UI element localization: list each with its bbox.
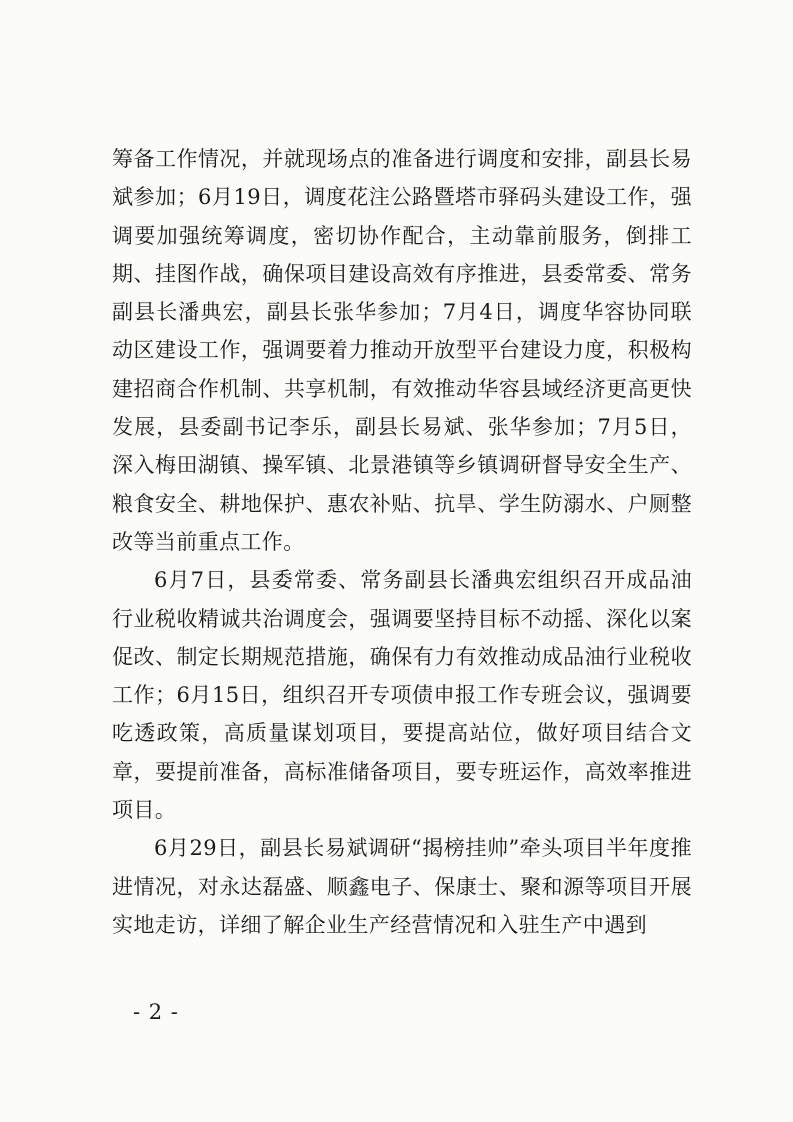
page-number: - 2 - [133,1000,179,1024]
document-body [112,140,692,944]
paragraph-1: 筹备工作情况，并就现场点的准备进行调度和安排，副县长易斌参加；6月19日，调度花注公路暨塔市驿码头建设工作，强调要加强统筹调度，密切协作配合，主动靠前服务，倒排工期、挂图作战，确保项目建设高效有序推进，县委常委、常务副县长潘典宏，副县长张华参加；7月4日，调度华容协同联动区建设工作，强调要着力推动开放型平台建设力度，积极构建招商合作机制、共享机制，有效推动华容县域经济更高更快发展，县委副书记李乐，副县长易斌、张华参加；7月5日，深入梅田湖镇、操军镇、北景港镇等乡镇调研督导安全生产、粮食安全、耕地保护、惠农补贴、抗旱、学生防溺水、户厕整改等当前重点工作。 [112,147,692,554]
paragraph-3: 6月29日，副县长易斌调研“揭榜挂帅”牵头项目半年度推进情况，对永达磊盛、顺鑫电子、保康士、聚和源等项目开展实地走访，详细了解企业生产经营情况和入驻生产中遇到 [112,836,692,937]
paragraph-2: 6月7日，县委常委、常务副县长潘典宏组织召开成品油行业税收精诚共治调度会，强调要坚持目标不动摇、深化以案促改、制定长期规范措施，确保有力有效推动成品油行业税收工作；6月15日，组织召开专项债申报工作专班会议，强调要吃透政策，高质量谋划项目，要提高站位，做好项目结合文章，要提前准备，高标准储备项目，要专班运作，高效率推进项目。 [112,568,692,823]
